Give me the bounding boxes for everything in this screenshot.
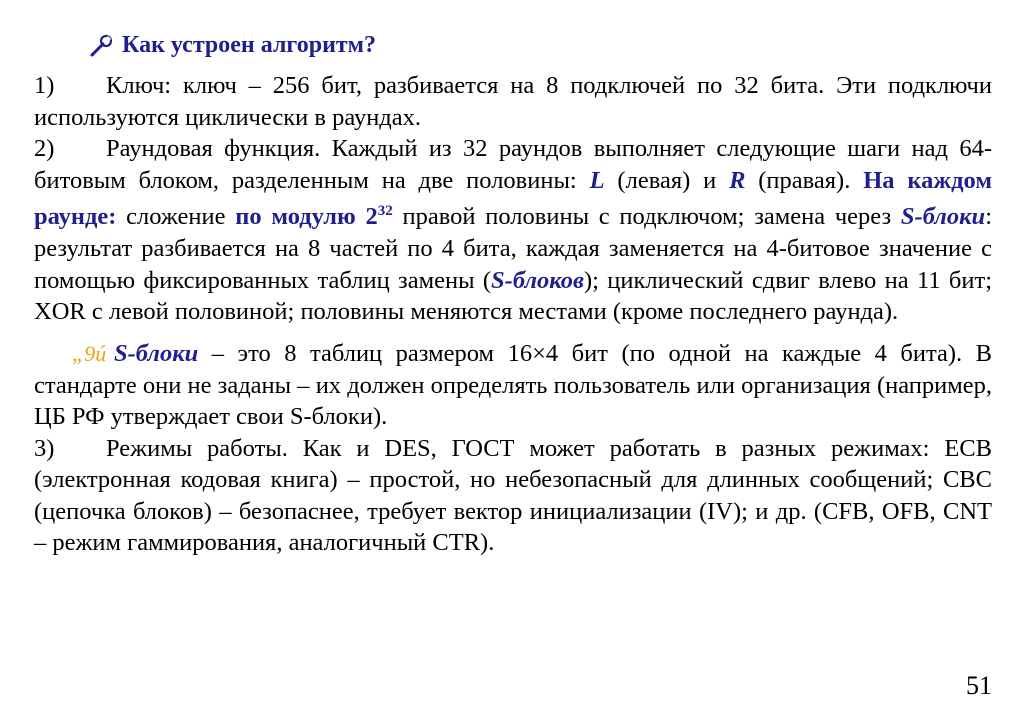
item-3: [34, 433, 992, 559]
item-3-text: Режимы работы. Как и DES, ГОСТ может работать в разных режимах: ECB (электронная кодовая книга) – простой, но небезопасный для длинных сообщений; CBC (цепочка блоков) – безопаснее, требует вектор инициализации (IV); и др. (CFB, OFB, CNT – режим гаммирования, аналогичный CTR).: [34, 434, 992, 557]
item-2-text-1: Раундовая функция. Каждый из 32 раундов выполняет следующие шаги над 64-битовым блоком, разделенным на две половины:: [34, 135, 992, 194]
sblocks-note: [34, 338, 992, 433]
slide-heading: [88, 32, 988, 59]
item-2-text-6: : результат разбивается на 8 частей по 4 бита, каждая заменяется на 4-битовое значение с помощью фиксированных таблиц замены (: [34, 203, 992, 294]
item-2-text-3: (правая).: [745, 166, 851, 194]
slide-body: [34, 70, 992, 559]
sblocks-term-1: S-блоки: [900, 203, 986, 231]
item-2-text-7: ); циклический сдвиг влево на 11 бит; XOR с левой половиной; половины меняются местами (кроме последнего раунда).: [34, 266, 992, 326]
right-half-label: R: [729, 166, 746, 194]
sblocks-term-2: S-блоков: [491, 266, 584, 294]
page-number: 51: [966, 671, 992, 700]
left-half-label: L: [589, 166, 605, 194]
sblocks-note-term: S-блоки: [114, 339, 199, 367]
slide-title: Как устроен алгоритм?: [122, 32, 377, 58]
modulo-exponent: 32: [377, 203, 393, 220]
item-3-number: 3): [34, 434, 55, 462]
item-1: [34, 70, 992, 133]
modulo-label: по модулю 2: [235, 203, 378, 231]
item-2-number: 2): [34, 135, 55, 163]
bullet-marker: „9ú: [72, 340, 107, 366]
item-1-number: 1): [34, 72, 55, 99]
item-2: [34, 133, 992, 328]
item-1-text: Ключ: ключ – 256 бит, разбивается на 8 подключей по 32 бита. Эти подключи используются циклически в раундах.: [34, 72, 992, 131]
item-2-text-2: (левая) и: [604, 166, 730, 194]
sblocks-note-text: – это 8 таблиц размером 16×4 бит (по одной на каждые 4 бита). В стандарте они не заданы – их должен определять пользователь или организация (например, ЦБ РФ утверждает свои S-блоки).: [34, 339, 992, 431]
item-2-text-4: сложение: [116, 203, 236, 231]
round-label: На каждом раунде:: [34, 166, 993, 231]
item-2-text-5: правой половины с подключом; замена через: [392, 203, 901, 231]
wrench-icon: [88, 33, 114, 59]
